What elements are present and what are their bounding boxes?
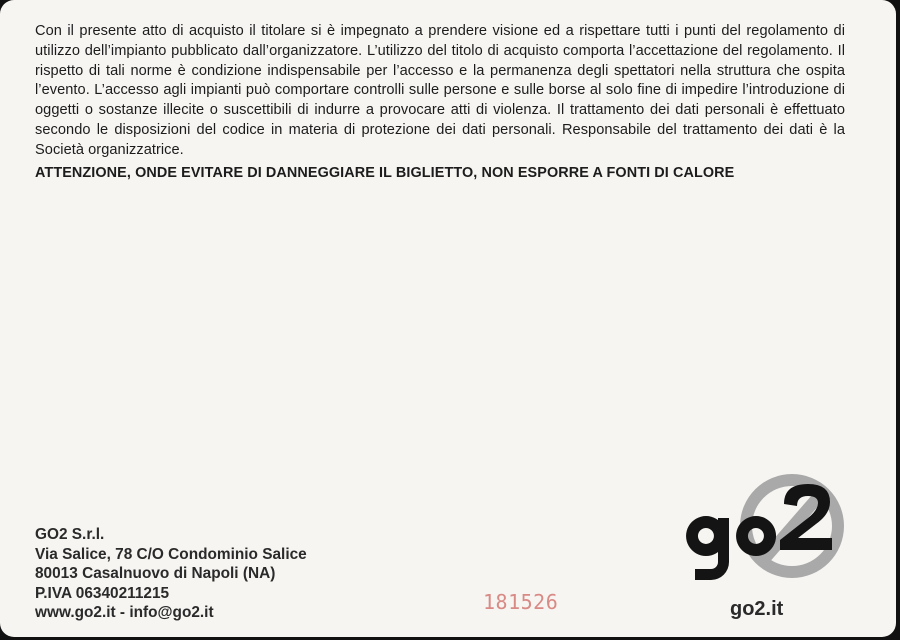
terms-paragraph: Con il presente atto di acquisto il titolare si è impegnato a prendere visione ed a rispettare tutti i punti del regolamento di utilizzo dell’impianto pubblicato dall’organizzatore. L’utilizzo del titolo di acquisto comporta l’accettazione del regolamento. Il rispetto di tali norme è condizione indispensabile per l’accesso e la permanenza degli spettatori nella struttura che ospita l’evento. L’accesso agli impianti può comportare controlli sulle persone e sulle borse al solo fine di impedire l’introduzione di oggetti o sostanze illecite o suscettibili di indurre a provocare atti di violenza. Il trattamento dei dati personali è effettuato secondo le disposizioni del codice in materia di protezione dei dati personali. Responsabile del trattamento dei dati è la Società organizzatrice. (35, 23, 845, 158)
company-vat: P.IVA 06340211215 (35, 584, 170, 602)
company-city: 80013 Casalnuovo di Napoli (NA) (35, 565, 276, 582)
serial-number: 181526 (483, 590, 559, 614)
company-name: GO2 S.r.l. (35, 526, 105, 543)
company-info (35, 525, 307, 623)
logo-caption: go2.it (730, 598, 784, 620)
company-contacts: www.go2.it - info@go2.it (35, 604, 214, 621)
go2-logo (684, 474, 856, 586)
terms-section (35, 22, 845, 183)
logo-wordmark: go2 (684, 474, 686, 475)
company-address: Via Salice, 78 C/O Condominio Salice (35, 545, 307, 563)
heat-warning: ATTENZIONE, ONDE EVITARE DI DANNEGGIARE IL BIGLIETTO, NON ESPORRE A FONTI DI CALORE (35, 164, 735, 181)
